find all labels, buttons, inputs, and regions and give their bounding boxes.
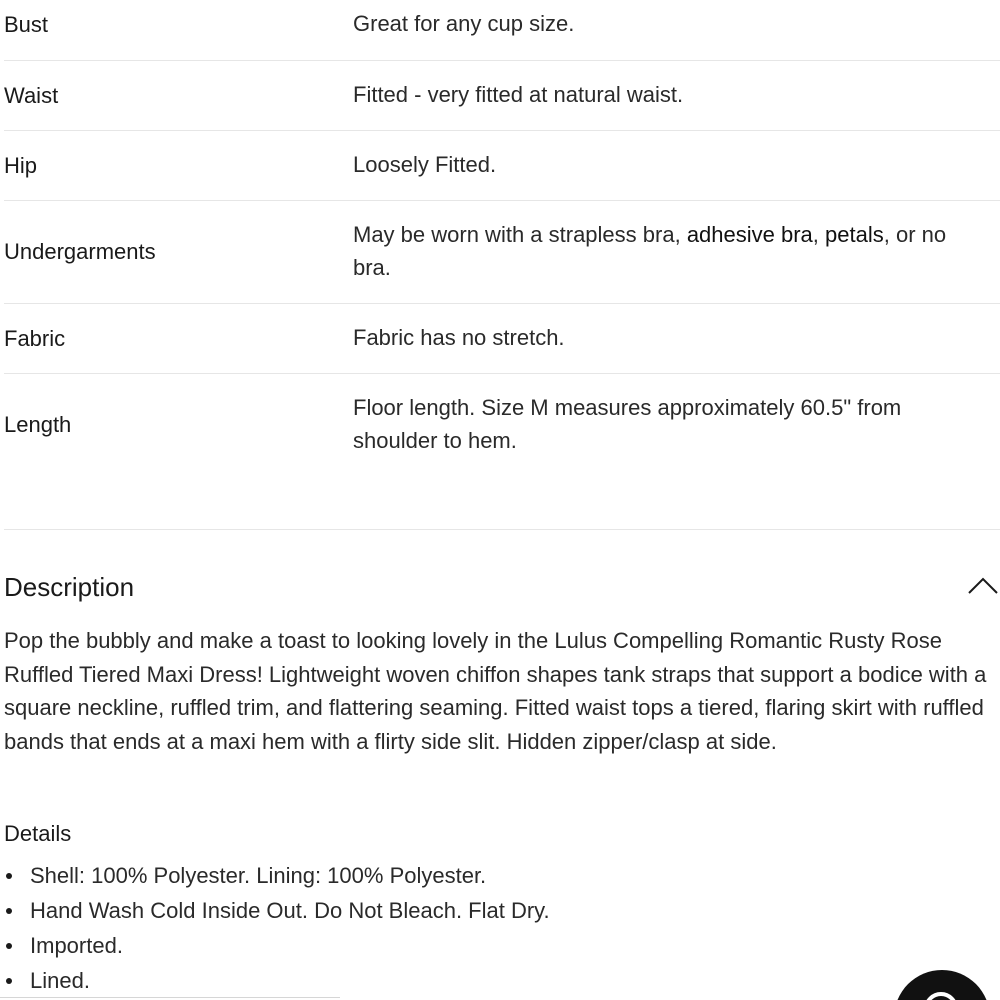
description-body: Pop the bubbly and make a toast to looking lovely in the Lulus Compelling Romantic Rusty Rose Ruffled Tiered Maxi Dress! Lightweight woven chiffon shapes tank straps that support a bodice with a square neckline, ruffled trim, and flattering seaming. Fitted waist tops a tiered, flaring skirt with ruffled bands that ends at a maxi hem with a flirty side slit. Hidden zipper/clasp at side. (4, 628, 987, 754)
bullet-icon (6, 943, 12, 949)
details-title: Details (4, 821, 72, 846)
fit-value: Fitted - very fitted at natural waist. (353, 82, 684, 107)
fit-value-text: , or no bra. (353, 222, 947, 280)
description-title: Description (4, 572, 135, 602)
fit-row-waist (4, 61, 1000, 131)
list-item-text: Shell: 100% Polyester. Lining: 100% Polyester. (30, 863, 487, 888)
fit-value (353, 218, 978, 284)
list-item (4, 893, 904, 928)
fit-row-fabric (4, 304, 1000, 374)
list-item-text: Lined. (30, 968, 90, 993)
section-divider (4, 529, 1000, 530)
fit-row-hip (4, 131, 1000, 201)
fit-row-bust (4, 0, 1000, 61)
chevron-up-icon[interactable] (966, 574, 1000, 598)
list-item (4, 963, 904, 998)
fit-label: Undergarments (4, 239, 156, 264)
fit-value: Floor length. Size M measures approximately 60.5" from shoulder to hem. (353, 395, 902, 453)
fit-value: Great for any cup size. (353, 11, 575, 36)
fit-value: Fabric has no stretch. (353, 325, 565, 350)
fit-label: Length (4, 412, 72, 437)
fit-label: Fabric (4, 326, 66, 351)
fit-row-undergarments (4, 201, 1000, 304)
bullet-icon (6, 908, 12, 914)
fit-label: Hip (4, 153, 38, 178)
chat-icon (924, 992, 958, 1000)
details-list (4, 858, 904, 998)
fit-value: Loosely Fitted. (353, 152, 497, 177)
list-item (4, 928, 904, 963)
list-item-text: Hand Wash Cold Inside Out. Do Not Bleach. Flat Dry. (30, 898, 550, 923)
list-item (4, 858, 904, 893)
fit-label: Waist (4, 83, 59, 108)
fit-label: Bust (4, 12, 49, 37)
chat-widget-button[interactable] (894, 970, 990, 1000)
fit-table (4, 0, 1000, 478)
adhesive-bra-link[interactable]: adhesive bra (686, 222, 813, 247)
list-item-text: Imported. (30, 933, 123, 958)
fit-value-text: May be worn with a strapless bra, (353, 222, 687, 247)
fit-value-text: , (812, 222, 826, 247)
bullet-icon (6, 978, 12, 984)
fit-row-length (4, 374, 1000, 478)
petals-link[interactable]: petals (825, 222, 884, 247)
bullet-icon (6, 873, 12, 879)
description-accordion-header[interactable] (4, 566, 1000, 610)
footer-divider (0, 997, 340, 998)
